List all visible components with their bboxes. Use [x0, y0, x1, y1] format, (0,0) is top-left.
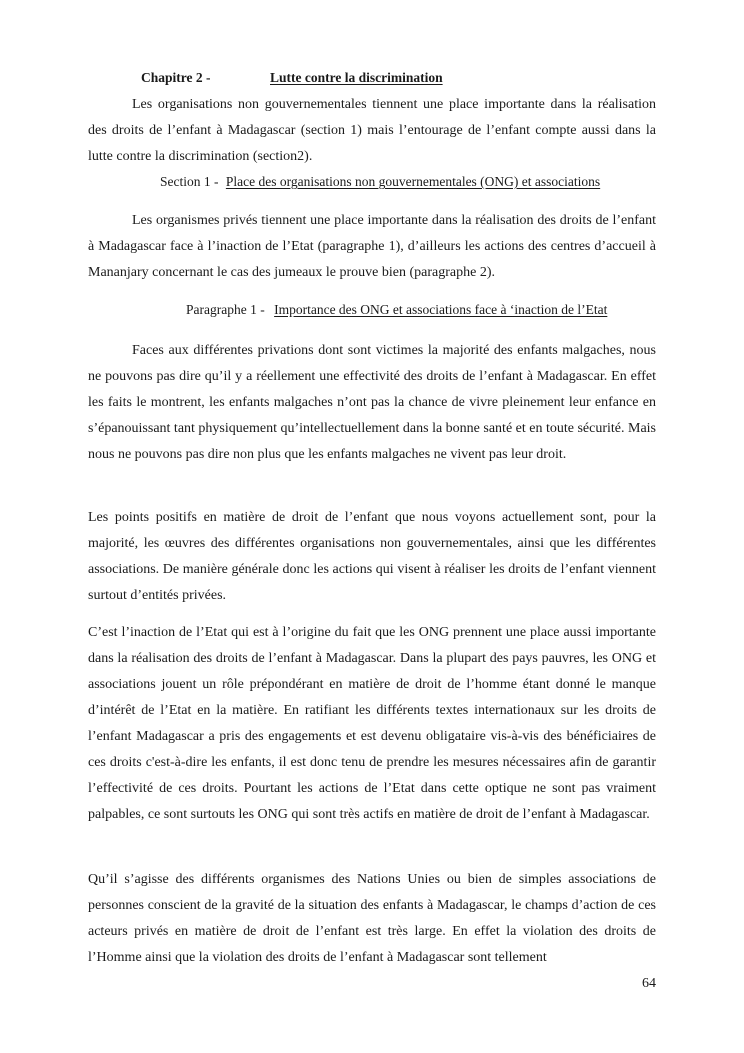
page-number: 64 — [642, 976, 656, 991]
section-title: Place des organisations non gouvernementales (ONG) et associations — [225, 174, 601, 189]
chapter-title: Lutte contre la discrimination — [270, 70, 443, 85]
paragraph-number: Paragraphe 1 - — [186, 302, 265, 317]
section-heading — [160, 174, 600, 190]
section-number: Section 1 - — [160, 174, 219, 189]
body-paragraph: Qu’il s’agisse des différents organismes des Nations Unies ou bien de simples associations de personnes conscient de la gravité de la situation des enfants à Madagascar, le champs d’action de ces acteurs privés en matière de droit de l’enfant est très large. En effet la violation des droits de l’Homme ainsi que la violation des droits de l’enfant à Madagascar sont tellement — [88, 872, 656, 965]
section-intro: Les organismes privés tiennent une place importante dans la réalisation des droits de l’enfant à Madagascar face à l’inaction de l’Etat (paragraphe 1), d’ailleurs les actions des centres d’accueil à Mananjary concernant le cas des jumeaux le prouve bien (paragraphe 2). — [88, 213, 656, 280]
paragraph-heading — [186, 302, 607, 318]
body-paragraph: Les points positifs en matière de droit de l’enfant que nous voyons actuellement sont, pour la majorité, les œuvres des différentes organisations non gouvernementales, ainsi que les différentes associations. De manière générale donc les actions qui visent à réaliser les droits de l’enfant viennent surtout d’entités privées. — [88, 510, 656, 603]
paragraph-title: Importance des ONG et associations face à ‘inaction de l’Etat — [274, 302, 608, 317]
body-paragraph: Faces aux différentes privations dont sont victimes la majorité des enfants malgaches, nous ne pouvons pas dire qu’il y a réellement une effectivité des droits de l’enfant à Madagascar. En effet les faits le montrent, les enfants malgaches n’ont pas la chance de vivre pleinement leur enfance en s’épanouissant tant physiquement qu’intellectuellement dans la bonne santé et en toute sécurité. Mais nous ne pouvons pas dire non plus que les enfants malgaches ne vivent pas leur droit. — [88, 343, 657, 462]
chapter-intro: Les organisations non gouvernementales tiennent une place importante dans la réalisation des droits de l’enfant à Madagascar (section 1) mais l’entourage de l’enfant compte aussi dans la lutte contre la discrimination (section2). — [88, 97, 656, 164]
chapter-heading — [141, 70, 211, 86]
body-paragraph: C’est l’inaction de l’Etat qui est à l’origine du fait que les ONG prennent une place aussi importante dans la réalisation des droits de l’enfant à Madagascar. Dans la plupart des pays pauvres, les ONG et associations jouent un rôle prépondérant en matière de droit de l’homme étant donné le manque d’intérêt de l’Etat en la matière. En ratifiant les différents textes internationaux sur les droits de l’enfant Madagascar a pris des engagements et est devenu obligataire vis-à-vis des bénéficiaires de ces droits c'est-à-dire les enfants, il est donc tenu de prendre les mesures nécessaires afin de garantir l’effectivité de ces droits. Pourtant les actions de l’Etat dans cette optique ne sont pas vraiment palpables, ce sont surtouts les ONG qui sont très actifs en matière de droit de l’enfant à Madagascar. — [88, 625, 656, 822]
chapter-number: Chapitre 2 - — [141, 70, 211, 85]
